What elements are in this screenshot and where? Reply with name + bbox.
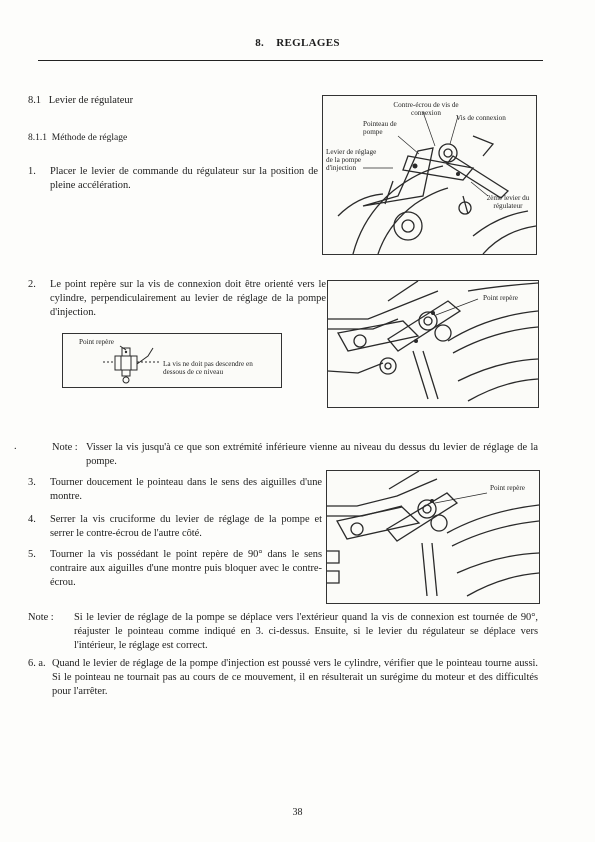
step-1-text: Placer le levier de commande du régulateur sur la position de pleine accélération.	[50, 166, 318, 191]
step-5-number: 5.	[28, 549, 36, 560]
inset-screw-detail	[62, 333, 282, 388]
step-3-number: 3.	[28, 477, 36, 488]
figure-point-repere-2	[326, 470, 540, 604]
note-2-text: Si le levier de réglage de la pompe se déplace vers l'extérieur quand la vis de connexion est tournée de 90°, réajuster le pointeau comme indiqué en 3. ci-dessus. Ensuite, si le levier du régulateur se déplace vers l'intérieur, le réglage est correct.	[74, 612, 538, 651]
step-3-text: Tourner doucement le pointeau dans le sens des aiguilles d'une montre.	[50, 477, 322, 502]
section-number: 8.1	[28, 95, 41, 106]
figure-point-repere-1	[327, 280, 539, 408]
header-rule	[38, 60, 543, 61]
page-header	[0, 37, 595, 49]
subsection-title: Méthode de réglage	[51, 133, 128, 143]
label-vis-connexion: Vis de connexion	[456, 114, 506, 122]
step-5-text: Tourner la vis possédant le point repère de 90° dans le sens contraire aux aiguilles d'une montre puis bloquer avec le contre-écrou.	[50, 549, 322, 588]
subsection-number: 8.1.1	[28, 133, 47, 143]
section-title: Levier de régulateur	[48, 95, 134, 106]
step-4-text: Serrer la vis cruciforme du levier de réglage de la pompe et serrer le contre-écrou de l'autre côté.	[50, 514, 322, 539]
figure-3-label: Point repère	[490, 484, 525, 492]
inset-label-point: Point repère	[79, 338, 114, 346]
figure-governor-lever	[322, 95, 537, 255]
step-6-number: 6. a.	[28, 658, 46, 669]
step-4-number: 4.	[28, 514, 36, 525]
note-2-prefix: Note :	[28, 612, 54, 623]
step-2-number: 2.	[28, 279, 36, 290]
figure-2-label: Point repère	[483, 294, 518, 302]
header-title: REGLAGES	[276, 37, 340, 49]
manual-page: 8. REGLAGES 8.1 Levier de régulateur 8.1.1 Méthode de réglage 1. Placer le levier de commande du régulateur sur la position de pleine accélération. Contre-écrou de vis de connexion Vis de connexion Pointeau de pompe Levier de réglage de la pompe d'injection 2ème levier du régulateur 2. Le point repère sur la vis de connexion doit être orienté vers le cylindre, perpendiculairement au levier de réglage de la pompe d'injection. Point repère La vis ne doit pas descendre en dessous de ce niveau Point repère . Note : Visser la vis jusqu'à ce que son extrémité inférieure vienne au niveau du dessus du levier de réglage de la pompe. 3. Tourner doucement le pointeau dans le sens des aiguilles d'une montre. 4. Serrer la vis cruciforme du levier de réglage de la pompe et serrer le contre-écrou de l'autre côté. 5. Tourner la vis possédant le point repère de 90° dans le sens contraire aux aiguilles d'une montre puis bloquer avec le contre-écrou. Point repère Note : Si le levier de réglage de la pompe se déplace vers l'extérieur quand la vis de connexion est tournée de 90°, réajuster le pointeau comme indiqué en 3. ci-dessus. Ensuite, si le levier du régulateur se déplace vers l'intérieur, le réglage est correct. 6. a. Quand le levier de réglage de la pompe d'injection est poussé vers le cylindre, vérifier que le pointeau tourne aussi. Si le pointeau ne tournait pas au cours de ce mouvement, il en résulterait un surégime du moteur et des difficultés pour l'arrêter. 38	[0, 0, 595, 842]
subsection-heading	[28, 132, 127, 145]
label-levier-pompe: Levier de réglage de la pompe d'injection	[326, 148, 377, 172]
inset-note: La vis ne doit pas descendre en dessous de ce niveau	[163, 360, 253, 376]
page-number: 38	[292, 807, 303, 818]
section-heading	[28, 94, 133, 108]
step-6-text: Quand le levier de réglage de la pompe d'injection est poussé vers le cylindre, vérifier que le pointeau tourne aussi. Si le pointeau ne tournait pas au cours de ce mouvement, il en résulterait un surégime du moteur et des difficultés pour l'arrêter.	[52, 658, 538, 697]
header-number: 8.	[255, 37, 265, 49]
label-contre-ecrou: Contre-écrou de vis de connexion	[393, 101, 459, 117]
note-1-text: Visser la vis jusqu'à ce que son extrémité inférieure vienne au niveau du dessus du levier de réglage de la pompe.	[86, 442, 538, 467]
label-pointeau: Pointeau de pompe	[363, 120, 397, 136]
step-2-text: Le point repère sur la vis de connexion doit être orienté vers le cylindre, perpendiculairement au levier de réglage de la pompe d'injection.	[50, 279, 326, 318]
note-1-prefix: Note :	[52, 442, 78, 453]
step-1-number: 1.	[28, 166, 36, 177]
label-levier-regulateur: 2ème levier du régulateur	[486, 194, 530, 210]
